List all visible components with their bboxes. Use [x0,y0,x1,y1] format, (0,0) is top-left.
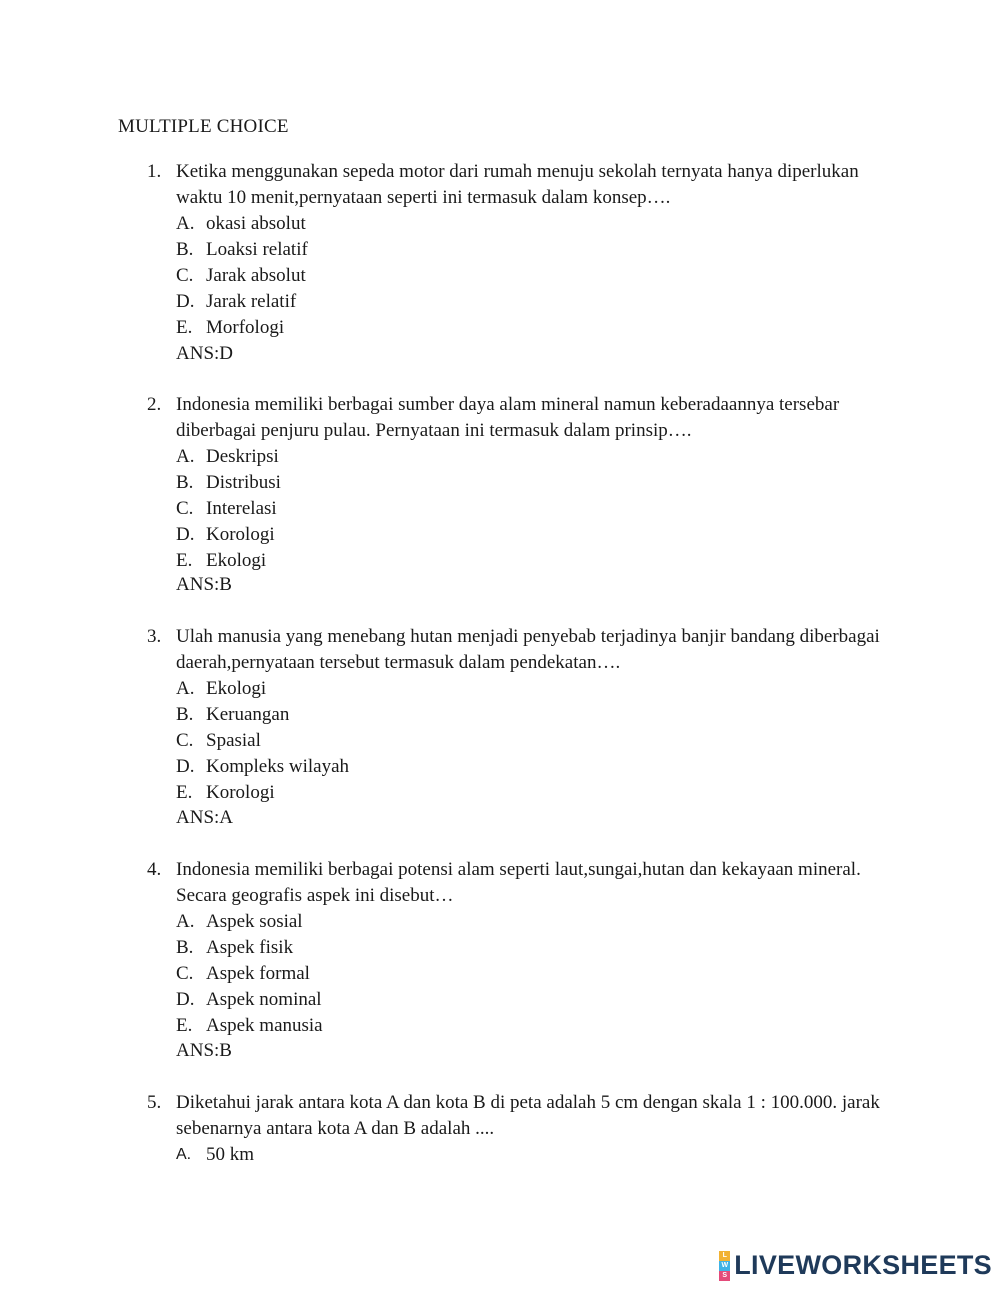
answer-key: ANS:D [176,343,234,364]
option-c[interactable] [176,496,281,522]
option-text: Jarak absolut [206,265,306,286]
option-list [176,211,308,341]
option-text: Kompleks wilayah [206,756,350,777]
option-d[interactable] [176,754,349,780]
option-e[interactable] [176,1013,323,1039]
option-letter: C. [176,498,194,519]
question-text: Indonesia memiliki berbagai potensi alam seperti laut,sungai,hutan dan kekayaan mineral. Secara geografis aspek ini disebut… [176,859,861,906]
option-letter: E. [176,550,193,571]
option-text: Morfologi [206,317,285,338]
option-text: Ekologi [206,678,267,699]
option-text: Loaksi relatif [206,239,308,260]
option-letter: A. [176,678,195,699]
option-letter: A. [176,911,195,932]
question-text: Ketika menggunakan sepeda motor dari rumah menuju sekolah ternyata hanya diperlukan waktu 10 menit,pernyataan seperti ini termasuk dalam konsep…. [176,161,859,208]
option-letter: E. [176,1015,193,1036]
option-letter: D. [176,756,195,777]
option-text: Spasial [206,730,261,751]
question-text: Ulah manusia yang menebang hutan menjadi penyebab terjadinya banjir bandang diberbagai daerah,pernyataan tersebut termasuk dalam pendekatan…. [176,626,880,673]
brand-text: LIVEWORKSHEETS [734,1250,992,1280]
option-a[interactable] [176,676,349,702]
option-text: Aspek fisik [206,937,294,958]
option-a[interactable] [176,211,308,237]
option-text: Distribusi [206,472,281,493]
option-letter: B. [176,239,194,260]
option-e[interactable] [176,315,308,341]
option-list [176,909,323,1039]
logo-block: W [719,1261,730,1271]
option-b[interactable] [176,702,349,728]
option-letter: C. [176,730,194,751]
question-number: 4. [147,859,162,880]
liveworksheets-brand [719,1250,992,1281]
option-text: Aspek nominal [206,989,322,1010]
option-text: 50 km [206,1144,255,1165]
option-c[interactable] [176,961,323,987]
logo-block: S [719,1271,730,1281]
option-text: Interelasi [206,498,277,519]
option-text: Aspek formal [206,963,310,984]
logo-block: L [719,1251,730,1261]
option-text: Jarak relatif [206,291,297,312]
option-text: Aspek manusia [206,1015,323,1036]
option-list [176,1142,254,1168]
option-c[interactable] [176,728,349,754]
question-number: 2. [147,394,162,415]
option-a[interactable] [176,444,281,470]
question-text: Diketahui jarak antara kota A dan kota B di peta adalah 5 cm dengan skala 1 : 100.000. jarak sebenarnya antara kota A dan B adalah .... [176,1092,880,1139]
option-text: okasi absolut [206,213,306,234]
option-a[interactable] [176,909,323,935]
question-number: 5. [147,1092,162,1113]
answer-key: ANS:A [176,807,234,828]
option-text: Deskripsi [206,446,279,467]
option-letter: B. [176,472,194,493]
question-text: Indonesia memiliki berbagai sumber daya alam mineral namun keberadaannya tersebar diberbagai penjuru pulau. Pernyataan ini termasuk dalam prinsip…. [176,394,840,441]
option-text: Aspek sosial [206,911,303,932]
option-letter: B. [176,704,194,725]
option-letter: E. [176,317,193,338]
option-letter: A. [176,1146,192,1163]
option-letter: D. [176,291,195,312]
option-e[interactable] [176,780,349,806]
section-title: MULTIPLE CHOICE [118,116,289,137]
option-a[interactable] [176,1142,254,1168]
liveworksheets-logo-icon [719,1251,730,1281]
option-text: Ekologi [206,550,267,571]
option-letter: D. [176,989,195,1010]
option-letter: D. [176,524,195,545]
option-d[interactable] [176,289,308,315]
option-text: Korologi [206,782,275,803]
option-letter: C. [176,963,194,984]
option-d[interactable] [176,987,323,1013]
option-text: Keruangan [206,704,290,725]
question-number: 3. [147,626,162,647]
option-b[interactable] [176,935,323,961]
option-letter: A. [176,213,195,234]
answer-key: ANS:B [176,574,232,595]
option-d[interactable] [176,522,281,548]
option-letter: B. [176,937,194,958]
option-letter: C. [176,265,194,286]
option-b[interactable] [176,237,308,263]
option-text: Korologi [206,524,275,545]
option-letter: A. [176,446,195,467]
option-list [176,444,281,574]
option-list [176,676,349,806]
option-b[interactable] [176,470,281,496]
question-number: 1. [147,161,162,182]
option-letter: E. [176,782,193,803]
option-c[interactable] [176,263,308,289]
answer-key: ANS:B [176,1040,232,1061]
option-e[interactable] [176,548,281,574]
